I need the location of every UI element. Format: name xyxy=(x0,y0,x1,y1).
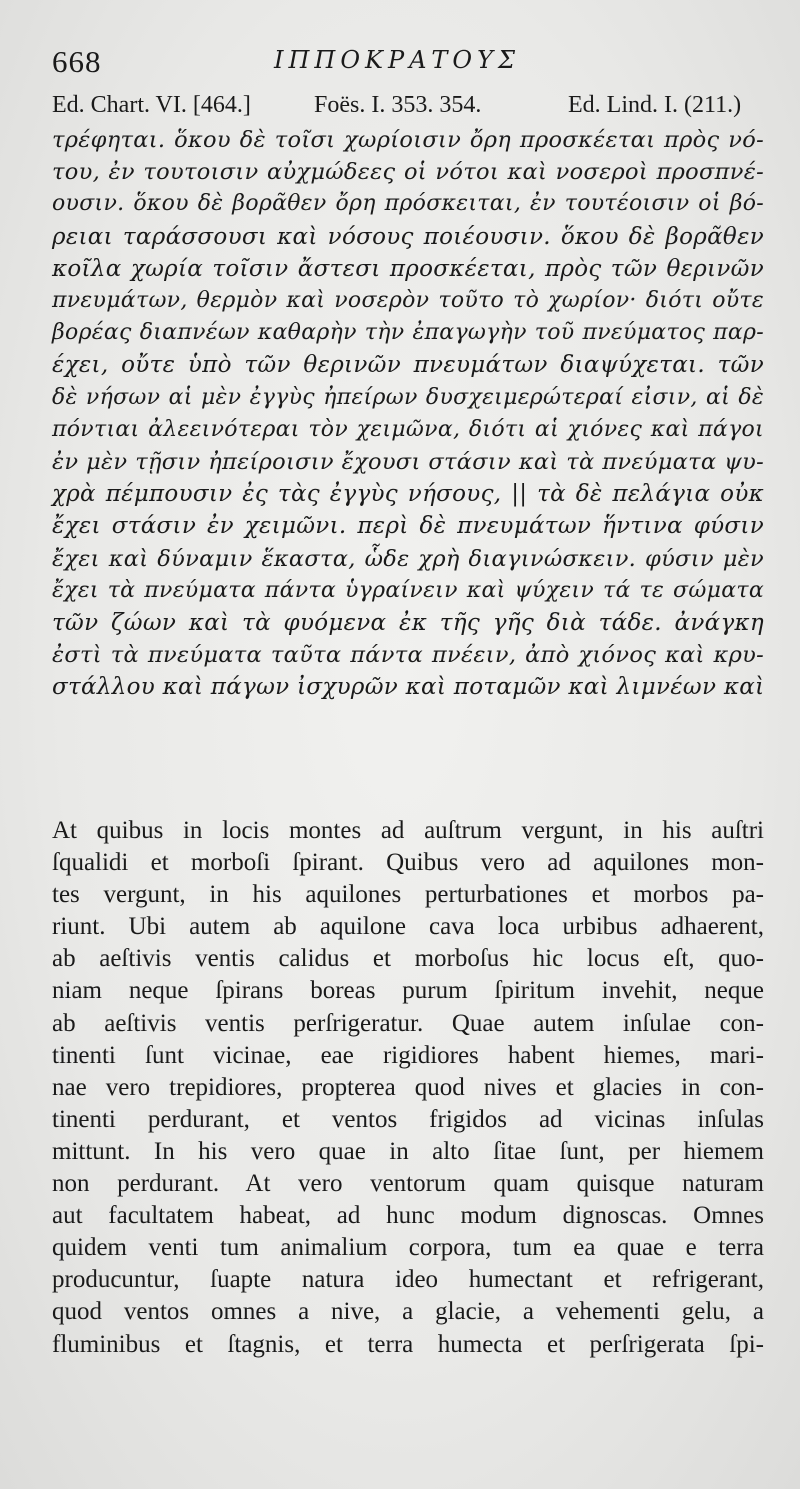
latin-line: fluminibus et ſtagnis, et terra humecta et perſrigerata ſpi- xyxy=(52,1330,764,1358)
greek-line: πνευμάτων, θερμὸν καὶ νοσερὸν τοῦτο τὸ χωρίον· διότι οὔτε xyxy=(52,288,764,314)
greek-line: ἐστὶ τὰ πνεύματα ταῦτα πάντα πνέειν, ἀπὸ χιόνος καὶ κρυ- xyxy=(52,642,764,669)
greek-line: τῶν ζώων καὶ τὰ φυόμενα ἐκ τῆς γῆς διὰ τάδε. ἀνάγκη xyxy=(52,610,764,637)
edition-chartier: Ed. Chart. VI. [464.] xyxy=(52,92,251,118)
greek-line: ἔχει τὰ πνεύματα πάντα ὑγραίνειν καὶ ψύχειν τά τε σώματα xyxy=(52,577,764,603)
greek-line: στάλλου καὶ πάγων ἰσχυρῶν καὶ ποταμῶν καὶ λιμνέων καὶ xyxy=(52,674,765,701)
latin-line: tinenti perdurant, et ventos frigidos ad vicinas inſulas xyxy=(52,1105,764,1133)
latin-line: quidem venti tum animalium corpora, tum ea quae e terra xyxy=(52,1234,764,1262)
greek-line: πόντιαι ἀλεεινότεραι τὸν χειμῶνα, διότι αἱ χιόνες καὶ πάγοι xyxy=(52,416,764,442)
greek-line: δὲ νήσων αἱ μὲν ἐγγὺς ἠπείρων δυσχειμερώτεραί εἰσιν, αἱ δὲ xyxy=(52,384,764,410)
latin-line: aut facultatem habeat, ad hunc modum dignoscas. Omnes xyxy=(52,1202,764,1230)
latin-line: non perdurant. At vero ventorum quam quisque naturam xyxy=(52,1170,764,1198)
greek-line: ἔχει στάσιν ἐν χειμῶνι. περὶ δὲ πνευμάτων ἥντινα φύσιν xyxy=(52,513,764,540)
latin-line: niam neque ſpirans boreas purum ſpiritum invehit, neque xyxy=(52,977,764,1005)
latin-translation-block xyxy=(52,815,764,1361)
greek-line: τρέφηται. ὅκου δὲ τοῖσι χωρίοισιν ὄρη προσκέεται πρὸς νό- xyxy=(52,127,764,153)
running-title: ΙΠΠΟΚΡΑΤΟΥΣ xyxy=(274,46,520,74)
latin-line: mittunt. In his vero quae in alto ſitae ſunt, per hiemem xyxy=(52,1137,764,1165)
greek-line: ρειαι ταράσσουσι καὶ νόσους ποιέουσιν. ὅκου δὲ βορᾶθεν xyxy=(52,223,764,250)
latin-line: tes vergunt, in his aquilones perturbationes et morbos pa- xyxy=(52,881,764,909)
latin-line: ab aeſtivis ventis perſrigeratur. Quae autem inſulae con- xyxy=(52,1009,764,1037)
latin-line: ſqualidi et morboſi ſpirant. Quibus vero ad aquilones mon- xyxy=(52,849,764,877)
edition-linden: Ed. Lind. I. (211.) xyxy=(568,92,742,118)
edition-references xyxy=(52,92,772,124)
latin-line: riunt. Ubi autem ab aquilone cava loca urbibus adhaerent, xyxy=(52,913,764,941)
latin-line: tinenti ſunt vicinae, eae rigidiores habent hiemes, mari- xyxy=(52,1041,764,1069)
latin-line: producuntur, ſuapte natura ideo humectant et refrigerant, xyxy=(52,1266,764,1294)
greek-line: ουσιν. ὅκου δὲ βορᾶθεν ὄρη πρόσκειται, ἐν τουτέοισιν οἱ βό- xyxy=(52,191,764,217)
greek-line: χρὰ πέμπουσιν ἐς τὰς ἐγγὺς νήσους, || τὰ δὲ πελάγια οὐκ xyxy=(52,481,764,508)
edition-foes: Foës. I. 353. 354. xyxy=(314,92,482,118)
greek-line: έχει, οὔτε ὑπὸ τῶν θερινῶν πνευμάτων διαψύχεται. τῶν xyxy=(52,352,764,379)
greek-line: βορέας διαπνέων καθαρὴν τὴν ἐπαγωγὴν τοῦ πνεύματος παρ- xyxy=(52,320,764,346)
greek-line: κοῖλα χωρία τοῖσιν ἄστεσι προσκέεται, πρὸς τῶν θερινῶν xyxy=(52,255,764,282)
greek-line: του, ἐν τουτοισιν αὐχμώδεες οἱ νότοι καὶ νοσεροὶ προσπνέ- xyxy=(52,159,764,186)
page-number: 668 xyxy=(52,44,102,79)
latin-line: nae vero trepidiores, propterea quod nives et glacies in con- xyxy=(52,1073,764,1101)
greek-line: ἔχει καὶ δύναμιν ἕκαστα, ὧδε χρὴ διαγινώσκειν. φύσιν μὲν xyxy=(52,545,764,572)
latin-line: At quibus in locis montes ad auſtrum vergunt, in his auſtri xyxy=(52,817,764,844)
latin-line: ab aeſtivis ventis calidus et morboſus hic locus eſt, quo- xyxy=(52,945,764,973)
page-header xyxy=(52,44,760,84)
greek-text-block xyxy=(52,124,764,704)
latin-line: quod ventos omnes a nive, a glacie, a vehementi gelu, a xyxy=(52,1298,764,1326)
greek-line: ἐν μὲν τῇσιν ἠπείροισιν ἔχουσι στάσιν καὶ τὰ πνεύματα ψυ- xyxy=(52,449,764,476)
